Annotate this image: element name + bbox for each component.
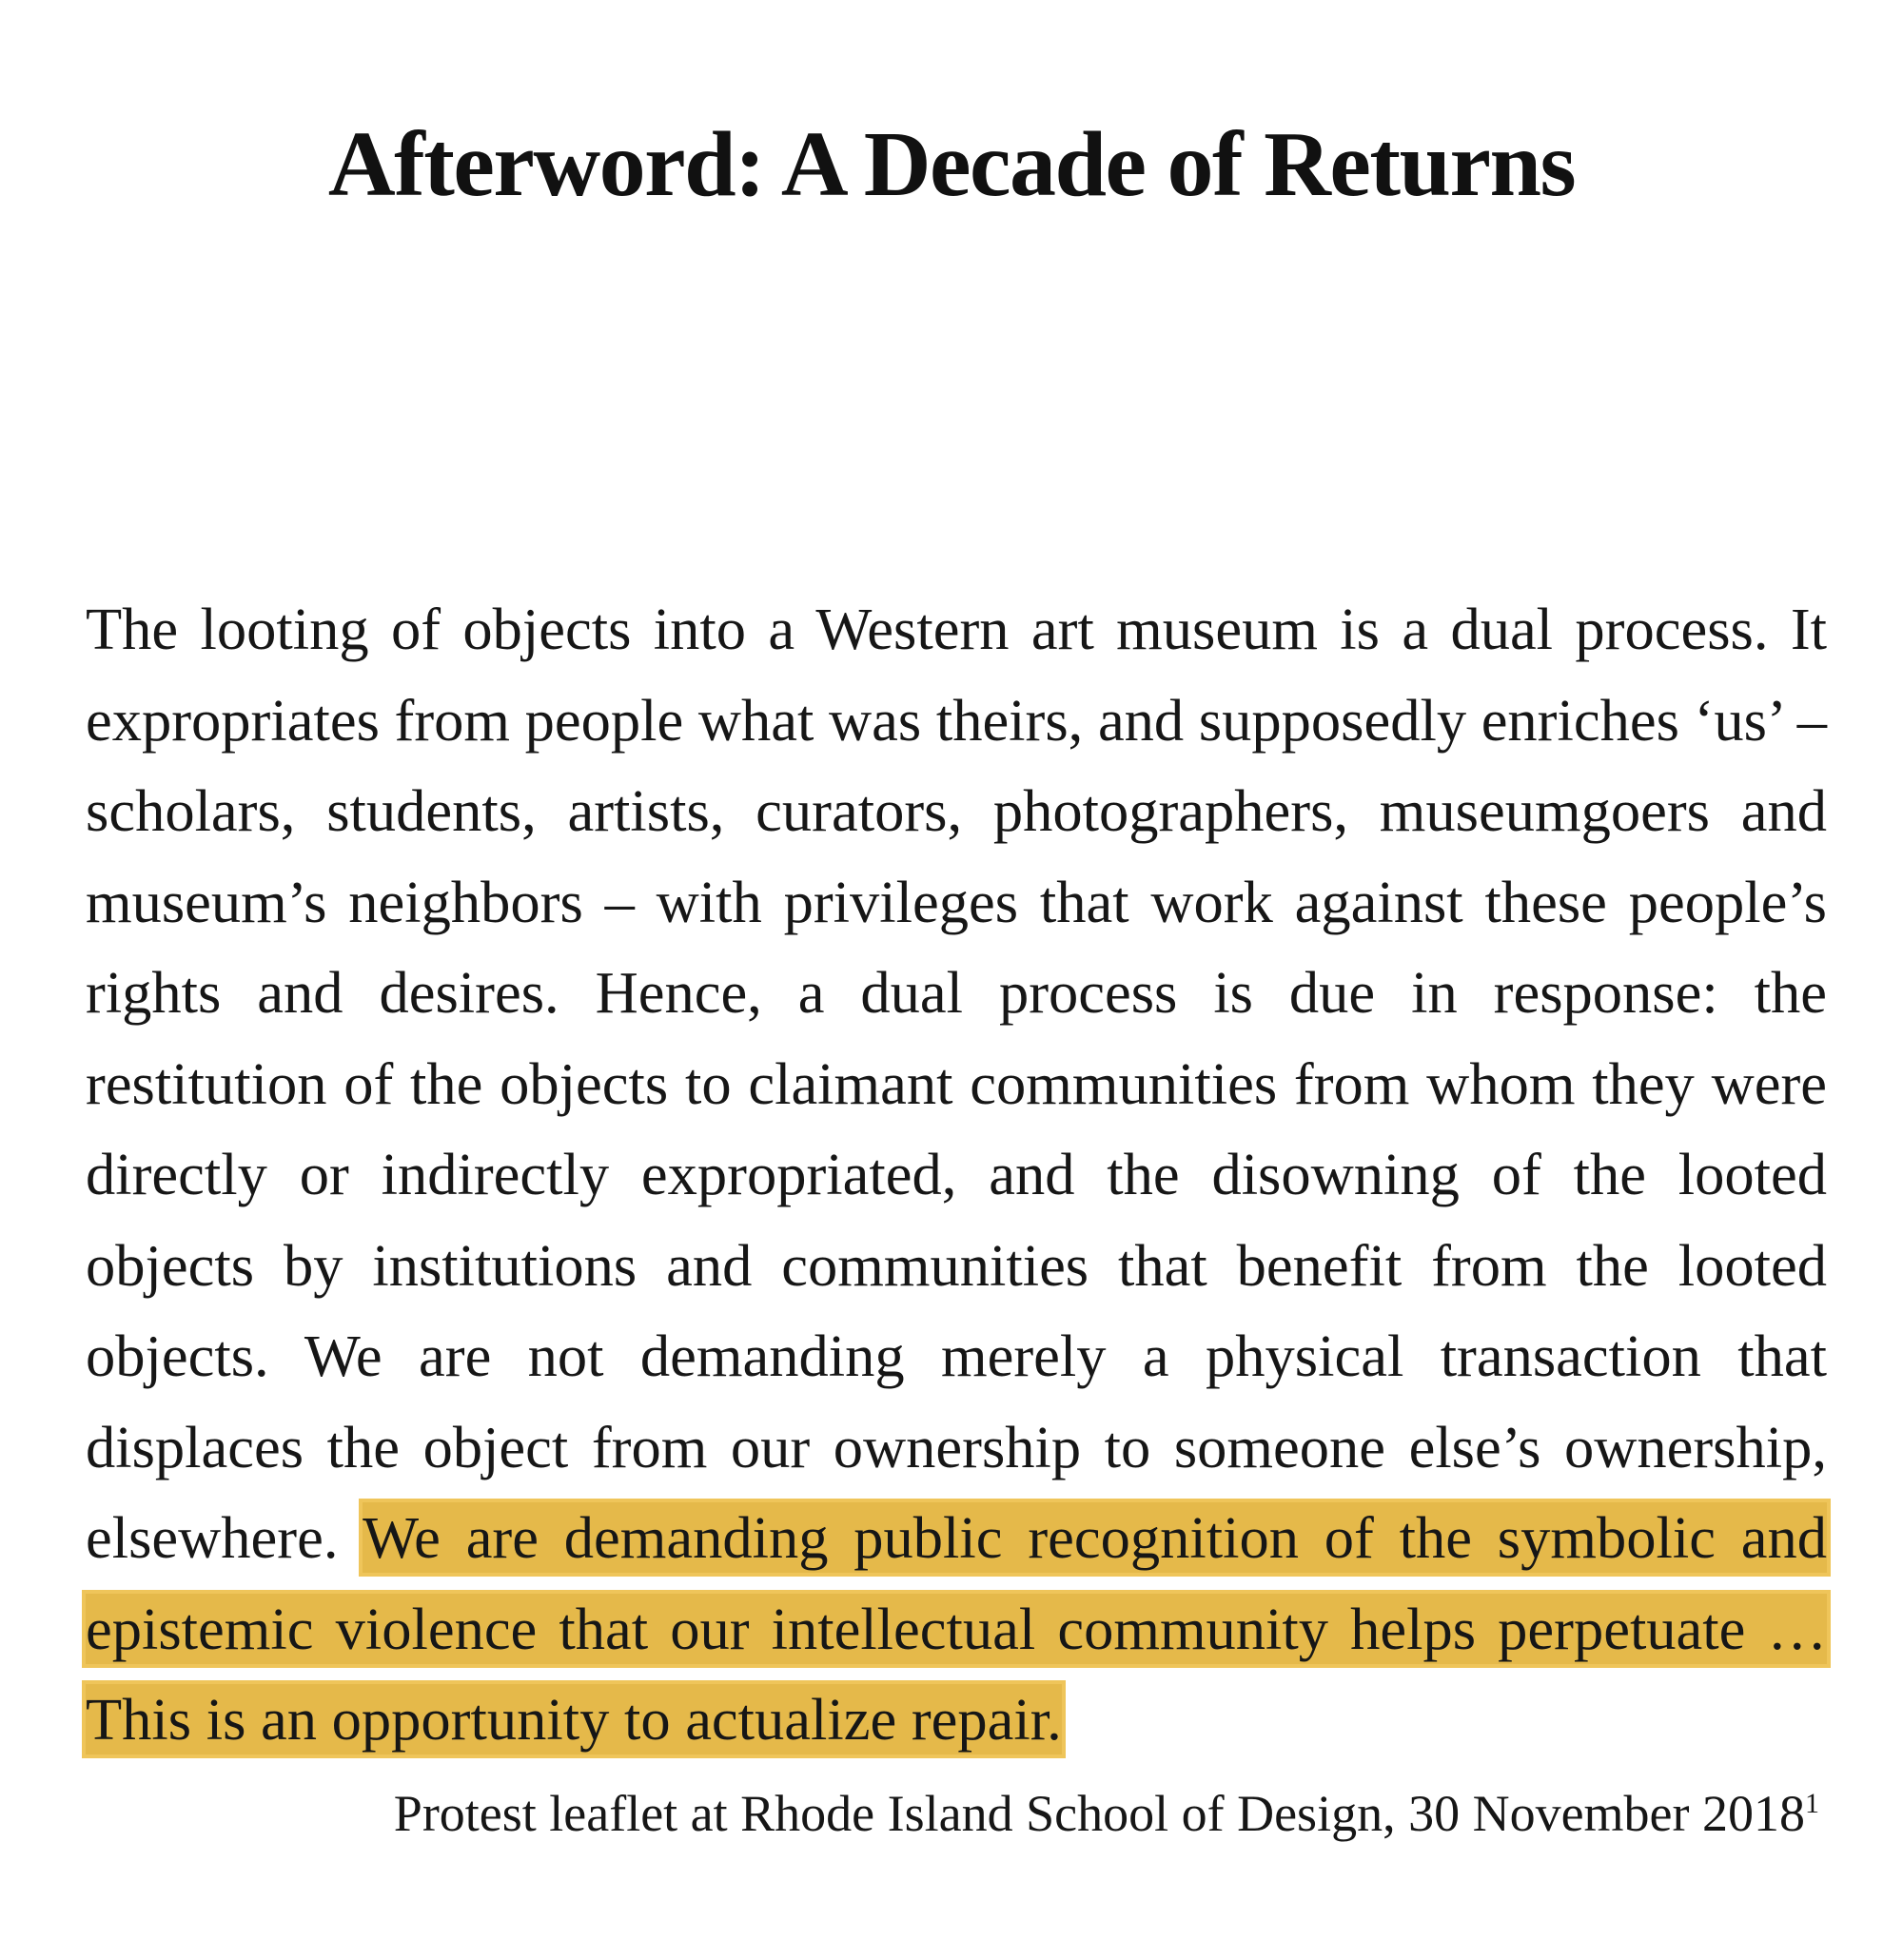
highlighted-passage[interactable]: We are demanding public recognition of the symbolic and epistemic violence that our intellectual community helps perpetuate … This is an opportunity to actualize repair. [86,1504,1828,1753]
epigraph-block [86,584,1827,1852]
epigraph-attribution [86,1775,1827,1852]
chapter-title: Afterword: A Decade of Returns [327,113,1576,216]
epigraph-plain-text[interactable]: The looting of objects into a Western art museum is a dual process. It expropriates from people what was theirs, and supposedly enriches ‘us’ – scholars, students, artists, curators, photographers, museumgoers and museum’s neighbors – with privileges that work against these people’s rights and desires. Hence, a dual process is due in response: the restitution of the objects to claimant communities from whom they were directly or indirectly expropriated, and the disowning of the looted objects by institutions and communities that benefit from the looted objects. We are not demanding merely a physical transaction that displaces the object from our ownership to someone else’s ownership, elsewhere. [86,596,1827,1571]
attribution-text: Protest leaflet at Rhode Island School of Design, 30 November 2018 [393,1784,1805,1842]
epigraph-text [86,584,1827,1766]
footnote-marker[interactable]: 1 [1805,1787,1819,1819]
